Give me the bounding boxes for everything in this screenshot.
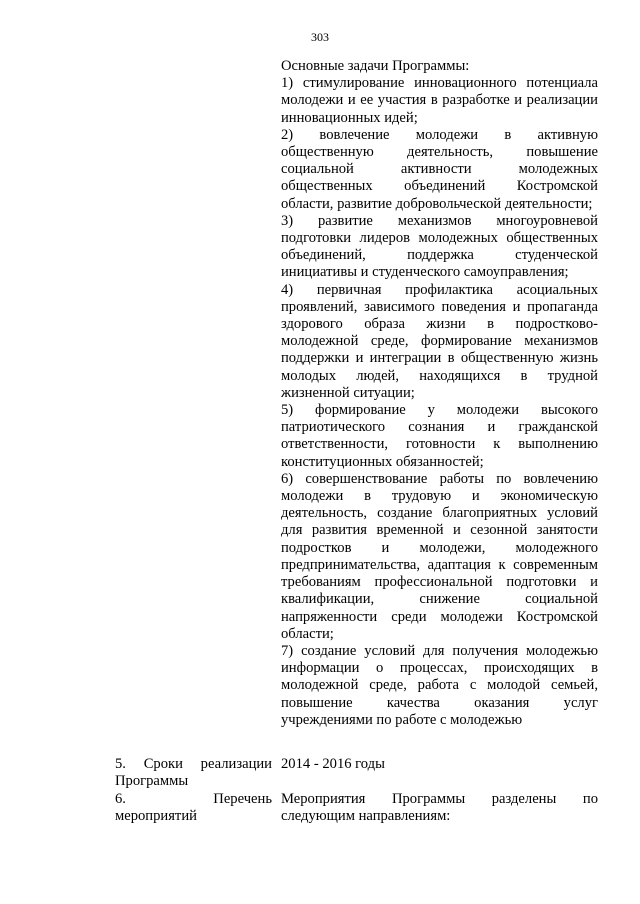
page-number: 303 xyxy=(311,30,329,44)
row-label-line: 6. Перечень xyxy=(115,791,272,807)
task-item: 4) первичная профилактика асоциальных проявлений, зависимого поведения и пропаганда здорового образа жизни в подростково-молодежной среде, формирование механизмов поддержки и интеграции в общественную жизнь молодых людей, находящихся в трудной жизненной ситуации; xyxy=(281,281,598,401)
task-item: 5) формирование у молодежи высокого патриотического сознания и гражданской ответственности, готовности к выполнению конституционных обязанностей; xyxy=(281,402,598,470)
tasks-heading: Основные задачи Программы: xyxy=(281,58,470,74)
program-tasks xyxy=(281,58,598,729)
row-label xyxy=(115,756,272,790)
row-label-line: мероприятий xyxy=(115,808,197,825)
task-item: 3) развитие механизмов многоуровневой подготовки лидеров молодежных общественных объединений, поддержка студенческой инициативы и студенческого самоуправления; xyxy=(281,212,598,281)
task-item: 1) стимулирование инновационного потенциала молодежи и ее участия в разработке и реализации инновационных идей; xyxy=(281,75,598,126)
task-item: 7) создание условий для получения молодежью информации о процессах, происходящих в молодежной среде, работа с молодой семьей, повышение качества оказания услуг учреждениями по работе с молодежью xyxy=(281,642,598,728)
row-label xyxy=(115,791,272,825)
row-label-line: 5. Сроки реализации xyxy=(115,756,272,772)
row-label-line: Программы xyxy=(115,773,189,790)
task-item: 2) вовлечение молодежи в активную общественную деятельность, повышение социальной активности молодежных общественных объединений Костромской области, развитие добровольческой деятельности; xyxy=(281,126,598,212)
row-value: 2014 - 2016 годы xyxy=(281,756,385,772)
task-item: 6) совершенствование работы по вовлечению молодежи в трудовую и экономическую деятельность, создание благоприятных условий для развития временной и сезонной занятости подростков и молодежи, молодежного предпринимательства, адаптация к современным требованиям профессиональной подготовки и квалификации, снижение социальной напряженности среди молодежи Костромской области; xyxy=(281,470,598,642)
row-value: Мероприятия Программы разделены по следующим направлениям: xyxy=(281,791,598,825)
